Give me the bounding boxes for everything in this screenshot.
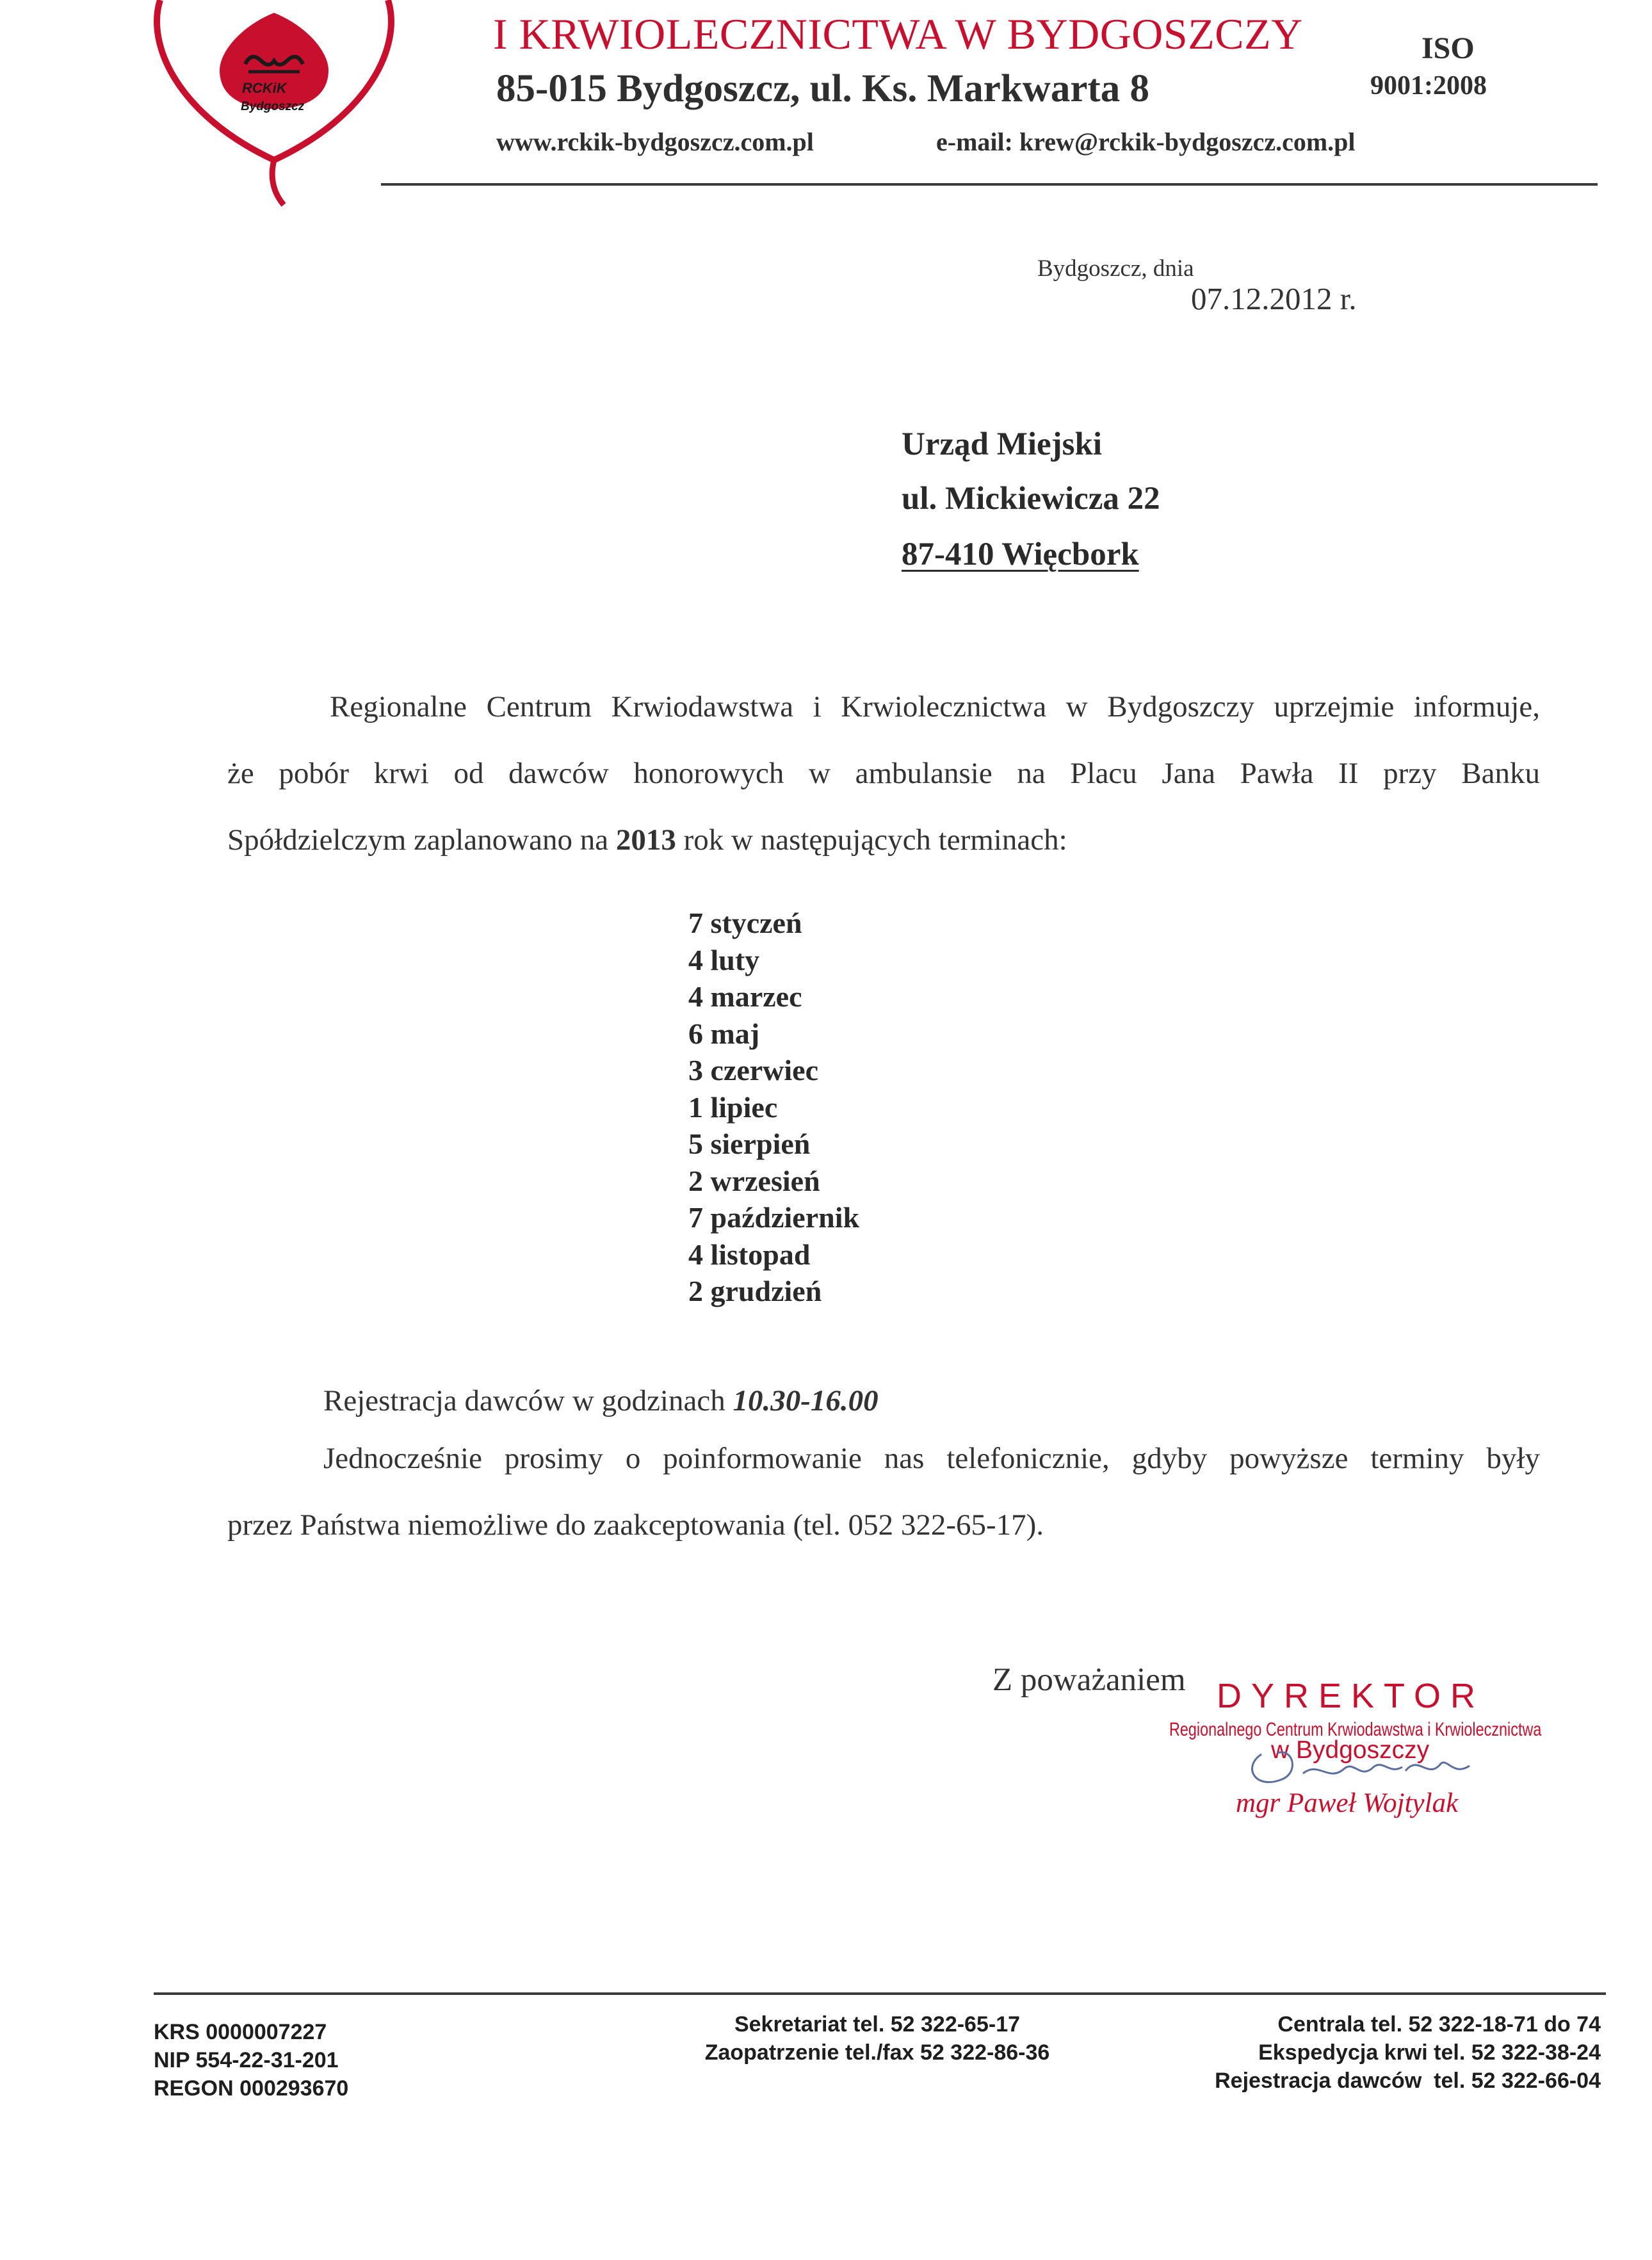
logo-text-bydgoszcz: Bydgoszcz <box>241 100 305 113</box>
footer-donor-registration: Rejestracja dawców tel. 52 322-66-04 <box>1215 2069 1601 2093</box>
header-email: e-mail: krew@rckik-bydgoszcz.com.pl <box>936 127 1356 156</box>
registration-hours-line <box>323 1368 879 1434</box>
intro-paragraph <box>227 674 1540 873</box>
footer-central: Centrala tel. 52 322-18-71 do 74 <box>1277 2012 1601 2037</box>
stamp-institution: Regionalnego Centrum Krwiodawstwa i Krwiolecznictwa <box>1169 1719 1542 1740</box>
intro-line-2: że pobór krwi od dawców honorowych w ambulansie na Placu Jana Pawła II przy Banku <box>227 757 1540 790</box>
letter-date: 07.12.2012 r. <box>1191 281 1357 316</box>
registration-hours: 10.30-16.00 <box>733 1384 879 1417</box>
list-item: 4 listopad <box>688 1238 811 1271</box>
date-place: Bydgoszcz, dnia <box>1037 255 1194 282</box>
iso-label: ISO <box>1421 31 1475 65</box>
intro-line-3-end: rok w następujących terminach: <box>676 823 1067 857</box>
stamp-director-name: mgr Paweł Wojtylak <box>1236 1788 1459 1818</box>
footer-supply: Zaopatrzenie tel./fax 52 322-86-36 <box>704 2040 1050 2065</box>
list-item: 2 wrzesień <box>688 1164 820 1197</box>
recipient-name: Urząd Miejski <box>902 426 1103 462</box>
iso-number: 9001:2008 <box>1370 71 1487 101</box>
registration-label: Rejestracja dawców w godzinach <box>323 1384 733 1417</box>
closing-line-2: przez Państwa niemożliwe do zaakceptowania (tel. 052 322-65-17). <box>227 1508 1044 1542</box>
list-item: 3 czerwiec <box>688 1054 819 1086</box>
rckik-logo <box>146 0 402 211</box>
list-item: 4 luty <box>688 943 760 976</box>
footer-registry-info <box>154 2018 348 2103</box>
header-org-line: I KRWIOLECZNICTWA W BYDGOSZCZY <box>493 10 1303 58</box>
footer-blood-dispatch: Ekspedycja krwi tel. 52 322-38-24 <box>1258 2040 1601 2065</box>
closing-paragraph <box>227 1425 1540 1558</box>
closing-line-1: Jednocześnie prosimy o poinformowanie nas telefonicznie, gdyby powyższe terminy były <box>323 1442 1540 1475</box>
footer-divider <box>154 1992 1606 1995</box>
recipient-street: ul. Mickiewicza 22 <box>902 481 1160 517</box>
footer-phone-info <box>1153 2010 1601 2095</box>
logo-text-rckik: RCKiK <box>242 80 287 96</box>
footer-secretariat: Sekretariat tel. 52 322-65-17 <box>734 2012 1021 2037</box>
stamp-title: DYREKTOR <box>1217 1677 1486 1715</box>
list-item: 6 maj <box>688 1017 760 1050</box>
greeting: Z poważaniem <box>992 1662 1186 1698</box>
intro-line-3 <box>227 807 1540 873</box>
list-item: 5 sierpień <box>688 1127 811 1160</box>
footer-regon: REGON 000293670 <box>154 2076 349 2101</box>
header-address: 85-015 Bydgoszcz, ul. Ks. Markwarta 8 <box>496 67 1149 110</box>
list-item: 2 grudzień <box>688 1275 822 1307</box>
recipient-city: 87-410 Więcbork <box>902 537 1139 572</box>
footer-krs: KRS 0000007227 <box>154 2020 327 2044</box>
list-item: 7 październik <box>688 1201 860 1234</box>
intro-line-3-start: Spółdzielczym zaplanowano na <box>227 823 616 857</box>
list-item: 7 styczeń <box>688 907 802 939</box>
list-item: 4 marzec <box>688 980 802 1013</box>
header-website: www.rckik-bydgoszcz.com.pl <box>496 127 814 156</box>
footer-secretariat-info <box>672 2010 1082 2067</box>
schedule-year: 2013 <box>615 823 676 857</box>
list-item: 1 lipiec <box>688 1090 778 1124</box>
schedule-list <box>688 905 859 1310</box>
intro-line-1: Regionalne Centrum Krwiodawstwa i Krwiolecznictwa w Bydgoszczy uprzejmie informuje, <box>330 690 1540 723</box>
header-divider <box>381 183 1598 186</box>
stamp-city: w Bydgoszczy <box>1271 1736 1430 1764</box>
footer-nip: NIP 554-22-31-201 <box>154 2048 339 2072</box>
